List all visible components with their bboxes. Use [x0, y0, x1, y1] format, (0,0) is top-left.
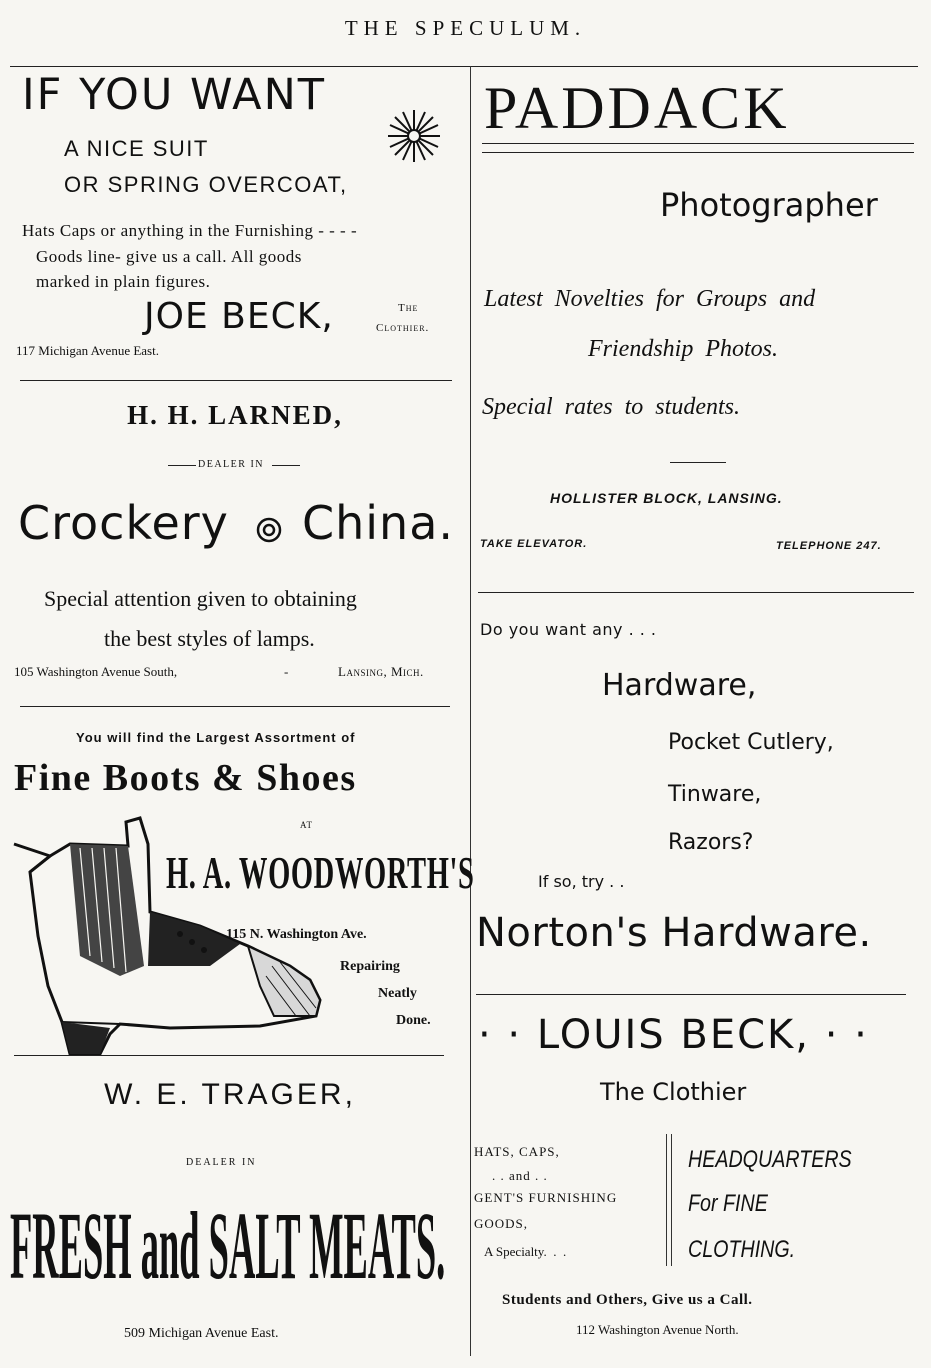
louis-beck-call: Students and Others, Give us a Call. — [502, 1292, 753, 1308]
joe-beck-address: 117 Michigan Avenue East. — [16, 343, 159, 358]
norton-item-cutlery: Pocket Cutlery, — [668, 730, 834, 755]
woodworth-at: AT — [300, 820, 313, 830]
divider-3 — [14, 1055, 444, 1056]
joe-beck-headline: IF YOU WANT — [22, 70, 326, 120]
louis-beck-right-3: CLOTHING. — [688, 1236, 796, 1263]
larned-address: 105 Washington Avenue South, — [14, 664, 178, 679]
woodworth-name: H. A. WOODWORTH'S — [166, 847, 475, 898]
norton-item-tinware: Tinware, — [668, 782, 762, 807]
woodworth-repair-1: Repairing — [340, 959, 400, 974]
larned-dealer: DEALER IN — [198, 459, 264, 470]
joe-beck-line-suit: A NICE SUIT — [64, 136, 209, 161]
trager-dealer: DEALER IN — [186, 1157, 257, 1168]
larned-body-1: Special attention given to obtaining — [44, 586, 357, 611]
louis-beck-right-2: For FINE — [688, 1190, 768, 1217]
sunburst-ornament — [386, 108, 442, 164]
paddack-block: HOLLISTER BLOCK, LANSING. — [550, 490, 783, 506]
woodworth-address: 115 N. Washington Ave. — [226, 927, 367, 942]
norton-item-hardware: Hardware, — [602, 668, 757, 703]
larned-headline-crockery: Crockery — [18, 496, 229, 550]
joe-beck-line-overcoat: OR SPRING OVERCOAT, — [64, 172, 348, 197]
woodworth-repair-3: Done. — [396, 1013, 431, 1028]
joe-beck-the: The — [398, 302, 419, 314]
louis-beck-name: · · LOUIS BECK, · · — [478, 1012, 869, 1058]
larned-body-2: the best styles of lamps. — [104, 626, 315, 651]
norton-name: Norton's Hardware. — [476, 910, 872, 956]
joe-beck-body-2: Goods line- give us a call. All goods — [36, 247, 302, 266]
louis-beck-address: 112 Washington Avenue North. — [576, 1322, 739, 1337]
paddack-short-rule — [670, 462, 726, 463]
joe-beck-name: JOE BECK, — [144, 296, 334, 337]
paddack-line-3: Special rates to students. — [482, 394, 740, 420]
louis-beck-left-1: HATS, CAPS, — [474, 1144, 560, 1159]
column-divider — [470, 66, 471, 1356]
larned-dealer-rule-right — [272, 465, 300, 466]
paddack-line-2: Friendship Photos. — [588, 336, 778, 362]
paddack-elevator: TAKE ELEVATOR. — [480, 538, 588, 550]
louis-beck-title: The Clothier — [600, 1078, 747, 1106]
larned-dealer-rule-left — [168, 465, 196, 466]
louis-beck-left-5: A Specialty. . . — [484, 1244, 567, 1259]
louis-beck-left-4: GOODS, — [474, 1216, 529, 1231]
header-rule — [10, 66, 918, 67]
trager-headline: FRESH and SALT MEATS. — [10, 1192, 446, 1299]
paddack-rule-2 — [482, 152, 914, 153]
paddack-rule-1 — [482, 143, 914, 144]
trager-address: 509 Michigan Avenue East. — [124, 1326, 279, 1341]
paddack-name: PADDACK — [484, 75, 790, 141]
joe-beck-body-1: Hats Caps or anything in the Furnishing - - - - — [22, 221, 358, 240]
woodworth-intro: You will find the Largest Assortment of — [76, 730, 356, 745]
woodworth-headline: Fine Boots & Shoes — [14, 757, 357, 799]
larned-city: Lansing, Mich. — [338, 664, 424, 679]
divider-2 — [20, 706, 450, 707]
running-header: THE SPECULUM. — [344, 16, 587, 40]
louis-beck-left-2: . . and . . — [492, 1168, 548, 1183]
paddack-line-1: Latest Novelties for Groups and — [484, 286, 816, 312]
divider-1 — [20, 380, 452, 381]
joe-beck-body-3: marked in plain figures. — [36, 272, 211, 291]
ring-ornament — [255, 516, 283, 544]
louis-beck-left-3: GENT'S FURNISHING — [474, 1190, 618, 1205]
louis-beck-double-rule-a — [666, 1134, 667, 1266]
louis-beck-double-rule-b — [671, 1134, 672, 1266]
joe-beck-clothier: Clothier. — [376, 322, 430, 334]
paddack-phone: TELEPHONE 247. — [776, 540, 882, 552]
woodworth-repair-2: Neatly — [378, 986, 417, 1001]
norton-item-razors: Razors? — [668, 830, 754, 855]
larned-headline-china: China. — [302, 496, 455, 550]
larned-dash: - — [284, 664, 289, 679]
paddack-title: Photographer — [660, 186, 878, 224]
trager-name: W. E. TRAGER, — [104, 1078, 356, 1111]
divider-right-2 — [476, 994, 906, 995]
larned-name: H. H. LARNED, — [127, 400, 343, 430]
norton-try: If so, try . . — [538, 872, 625, 891]
louis-beck-right-1: HEADQUARTERS — [688, 1146, 852, 1173]
norton-intro: Do you want any . . . — [480, 620, 657, 639]
divider-right-1 — [478, 592, 914, 593]
